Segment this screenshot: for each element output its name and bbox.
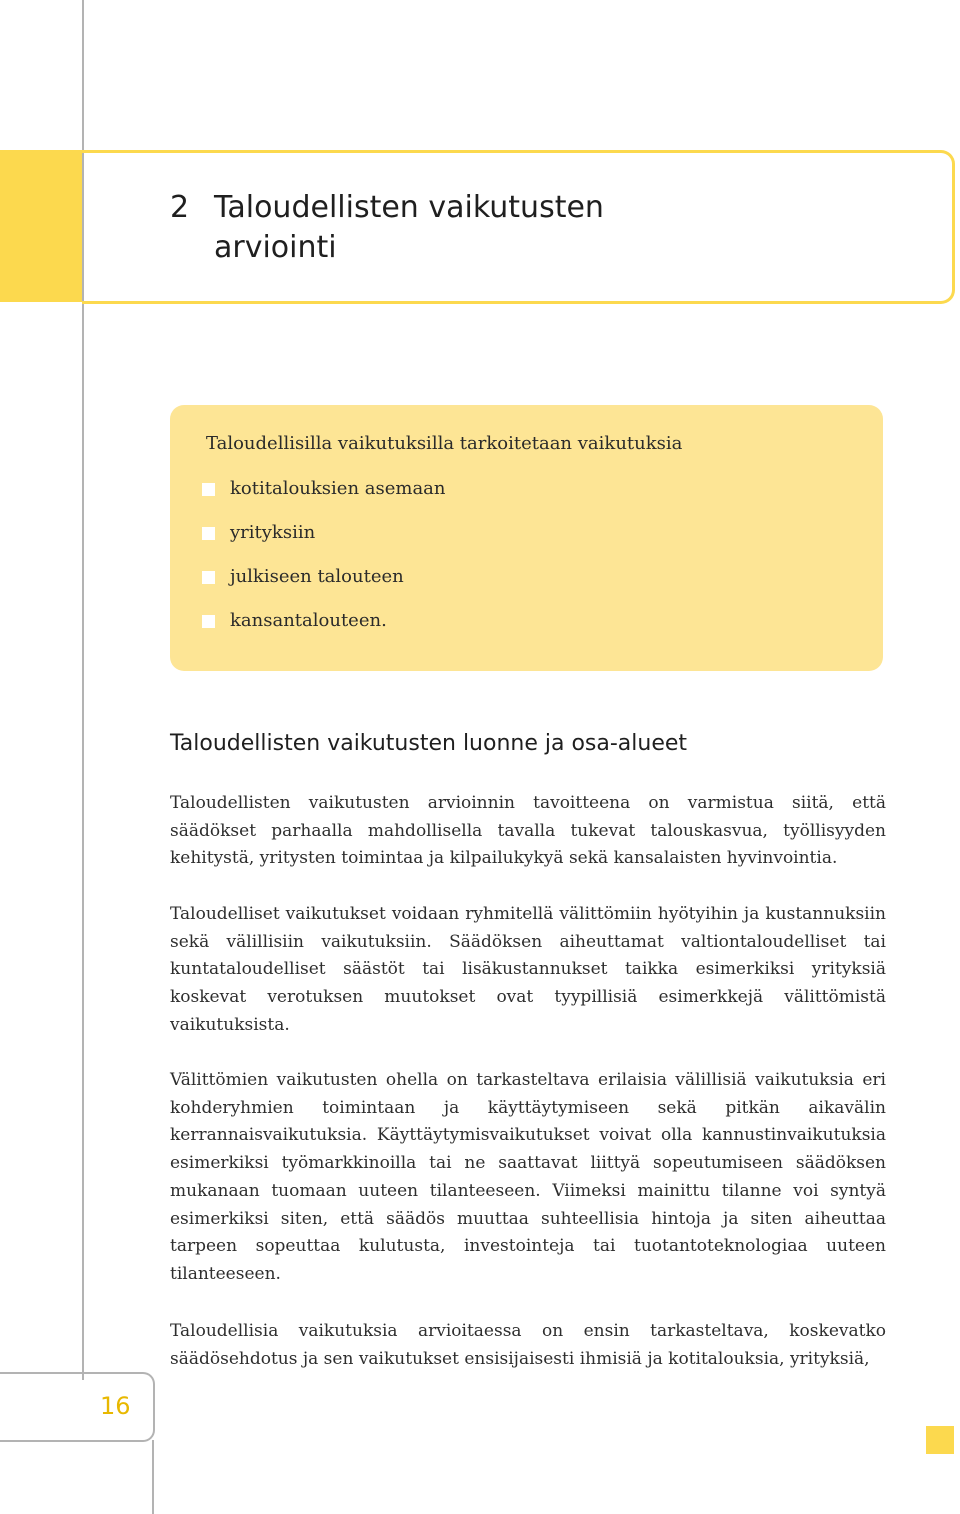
list-item xyxy=(200,562,446,606)
definition-list xyxy=(200,474,446,650)
body-paragraph: Taloudellisia vaikutuksia arvioitaessa on ensin tarkasteltava, koskevatko säädösehdotus ja sen vaikutukset ensisijaisesti ihmisiä ja kotitalouksia, yrityksiä, xyxy=(170,1321,886,1369)
chapter-color-tab xyxy=(0,150,82,302)
square-bullet-icon xyxy=(202,527,215,540)
definition-intro: Taloudellisilla vaikutuksilla tarkoitetaan vaikutuksia xyxy=(206,433,683,454)
bottom-margin-rule xyxy=(152,1440,154,1514)
list-item-label: kotitalouksien asemaan xyxy=(230,478,446,499)
chapter-title xyxy=(170,188,604,268)
body-paragraph: Taloudellisten vaikutusten arvioinnin tavoitteena on varmistua siitä, että säädökset parhaalla mahdollisella tavalla tukevat talouskasvua, työllisyyden kehitystä, yritysten toimintaa ja kilpailukykyä sekä kansalaisten hyvinvointia. xyxy=(170,793,886,869)
body-paragraph: Taloudelliset vaikutukset voidaan ryhmitellä välittömiin hyötyihin ja kustannuksiin sekä välillisiin vaikutuksiin. Säädöksen aiheuttamat valtiontaloudelliset tai kuntataloudelliset säästöt tai lisäkustannukset taikka esimerkiksi yrityksiä koskevat verotuksen muutokset ovat tyypillisiä esimerkkejä välittömistä vaikutuksista. xyxy=(170,904,886,1035)
square-bullet-icon xyxy=(202,571,215,584)
page-corner-marker xyxy=(926,1426,954,1454)
list-item xyxy=(200,474,446,518)
chapter-title-line2: arviointi xyxy=(214,230,337,265)
square-bullet-icon xyxy=(202,615,215,628)
list-item-label: kansantalouteen. xyxy=(230,610,387,631)
section-heading: Taloudellisten vaikutusten luonne ja osa-alueet xyxy=(170,731,688,756)
list-item xyxy=(200,606,446,650)
page-number: 16 xyxy=(100,1392,131,1420)
chapter-number: 2 xyxy=(170,190,190,225)
square-bullet-icon xyxy=(202,483,215,496)
list-item-label: yrityksiin xyxy=(230,522,316,543)
list-item xyxy=(200,518,446,562)
body-paragraph: Välittömien vaikutusten ohella on tarkasteltava erilaisia välillisiä vaikutuksia eri kohderyhmien toimintaan ja käyttäytymiseen sekä pitkän aikavälin kerrannaisvaikutuksia. Käyttäytymisvaikutukset voivat olla kannustinvaikutuksia esimerkiksi työmarkkinoilla tai ne saattavat liittyä sopeutumiseen säädöksen mukanaan tuomaan uuteen tilanteeseen. Viimeksi mainittu tilanne voi syntyä esimerkiksi siten, että säädös muuttaa suhteellisia hintoja ja siten aiheuttaa tarpeen sopeuttaa kulutusta, investointeja tai tuotantoteknologiaa uuteen tilanteeseen. xyxy=(170,1070,886,1284)
list-item-label: julkiseen talouteen xyxy=(230,566,404,587)
chapter-title-line1: Taloudellisten vaikutusten xyxy=(214,190,604,225)
